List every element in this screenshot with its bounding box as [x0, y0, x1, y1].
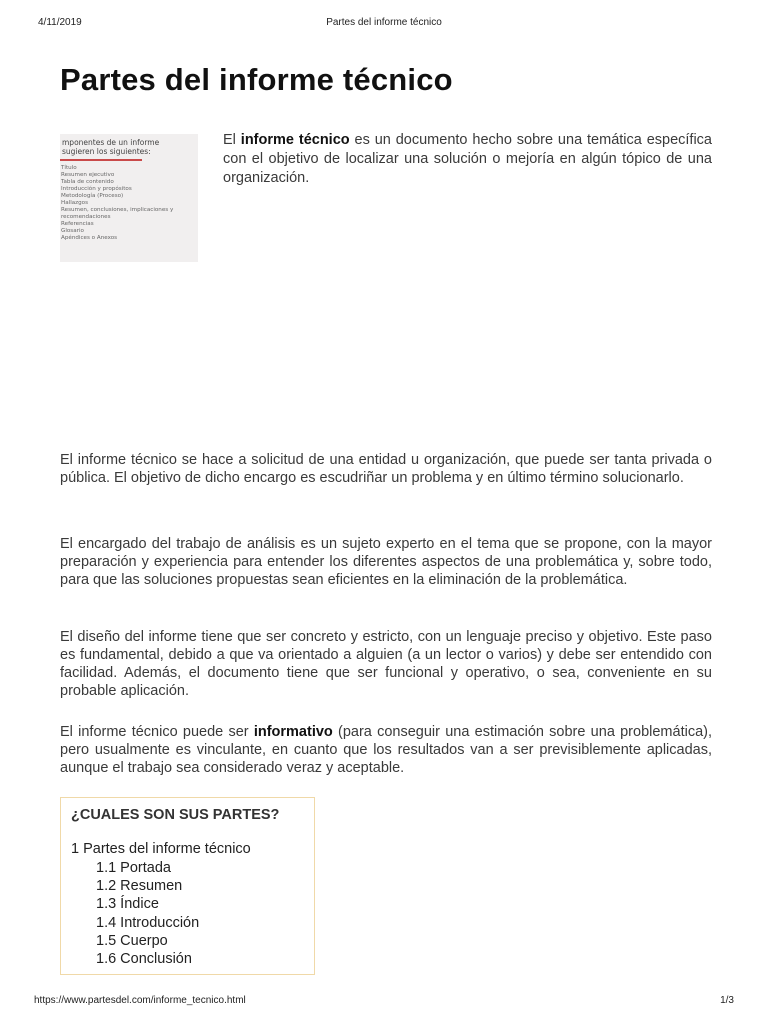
- toc-item-portada[interactable]: 1.1 Portada: [96, 860, 171, 876]
- thumbnail-item: Resumen, conclusiones, implicaciones y: [61, 207, 174, 213]
- thumbnail-item: Resumen ejecutivo: [61, 172, 115, 178]
- print-date: 4/11/2019: [38, 17, 82, 28]
- thumbnail-item: Metodología (Proceso): [61, 193, 124, 199]
- intro-text-end: es un documento hecho sobre una temática específica con el objetivo de localizar una solución o mejoría en algún tópico de una organización.: [223, 132, 712, 186]
- thumbnail-item: Referencias: [61, 221, 94, 227]
- thumbnail-item: Introducción y propósitos: [61, 186, 132, 192]
- thumbnail-item: Título: [61, 165, 77, 171]
- print-page-number: 1/3: [720, 995, 734, 1006]
- intro-text-start: El: [223, 132, 241, 148]
- intro-bold-term: informe técnico: [240, 132, 350, 148]
- print-header-title: Partes del informe técnico: [326, 17, 442, 28]
- paragraph-request: El informe técnico se hace a solicitud de una entidad u organización, que puede ser tanta privada o pública. El objetivo de dicho encargo es escudriñar un problema y en último término solucionarlo.: [60, 452, 712, 486]
- table-of-contents: [60, 797, 315, 975]
- toc-sublist: [96, 859, 199, 968]
- thumbnail-item: Apéndices o Anexos: [61, 235, 118, 241]
- thumbnail-item: Tabla de contenido: [61, 179, 114, 185]
- p4-text-start: El informe técnico puede ser: [60, 724, 254, 740]
- paragraph-informative: [60, 723, 712, 777]
- thumbnail-item: recomendaciones: [61, 214, 111, 220]
- toc-item-conclusion[interactable]: 1.6 Conclusión: [96, 951, 192, 968]
- paragraph-design: El diseño del informe tiene que ser concreto y estricto, con un lenguaje preciso y objetivo. Este paso es fundamental, debido a que va orientado a alguien (a un lector o varios) y debe ser entendido con facilidad. Además, el documento tiene que ser funcional y operativo, o sea, conveniente en su probable aplicación.: [60, 629, 712, 699]
- components-thumbnail-image: [60, 134, 198, 262]
- toc-item-main[interactable]: 1 Partes del informe técnico: [71, 841, 251, 857]
- toc-heading: ¿CUALES SON SUS PARTES?: [71, 807, 280, 823]
- print-footer-url: https://www.partesdel.com/informe_tecnico.html: [34, 995, 246, 1006]
- thumbnail-heading-line2: sugieren los siguientes:: [62, 147, 151, 156]
- toc-item-introduccion[interactable]: 1.4 Introducción: [96, 914, 200, 931]
- toc-item-indice[interactable]: 1.3 Índice: [96, 896, 159, 913]
- thumbnail-heading: [60, 134, 198, 156]
- toc-item-resumen[interactable]: 1.2 Resumen: [96, 878, 183, 895]
- toc-item-cuerpo[interactable]: 1.5 Cuerpo: [96, 932, 168, 949]
- paragraph-expert: El encargado del trabajo de análisis es un sujeto experto en el tema que se propone, con la mayor preparación y experiencia para entender los diferentes aspectos de una problemática y, sobre todo, para que las soluciones propuestas sean eficientes en la eliminación de la problemática.: [60, 536, 712, 588]
- p4-bold-term: informativo: [253, 724, 333, 740]
- p4-text-end: (para conseguir una estimación sobre una problemática), pero usualmente es vinculante, en cuanto que los resultados van a ser previsiblemente aplicadas, aunque el trabajo sea considerado veraz y aceptable.: [60, 724, 712, 776]
- page-title: Partes del informe técnico: [60, 62, 453, 97]
- thumbnail-item: Glosario: [61, 228, 84, 234]
- intro-paragraph: [223, 131, 712, 188]
- thumbnail-divider: [60, 159, 142, 161]
- thumbnail-heading-line1: mponentes de un informe: [62, 138, 160, 147]
- thumbnail-item: Hallazgos: [61, 200, 88, 206]
